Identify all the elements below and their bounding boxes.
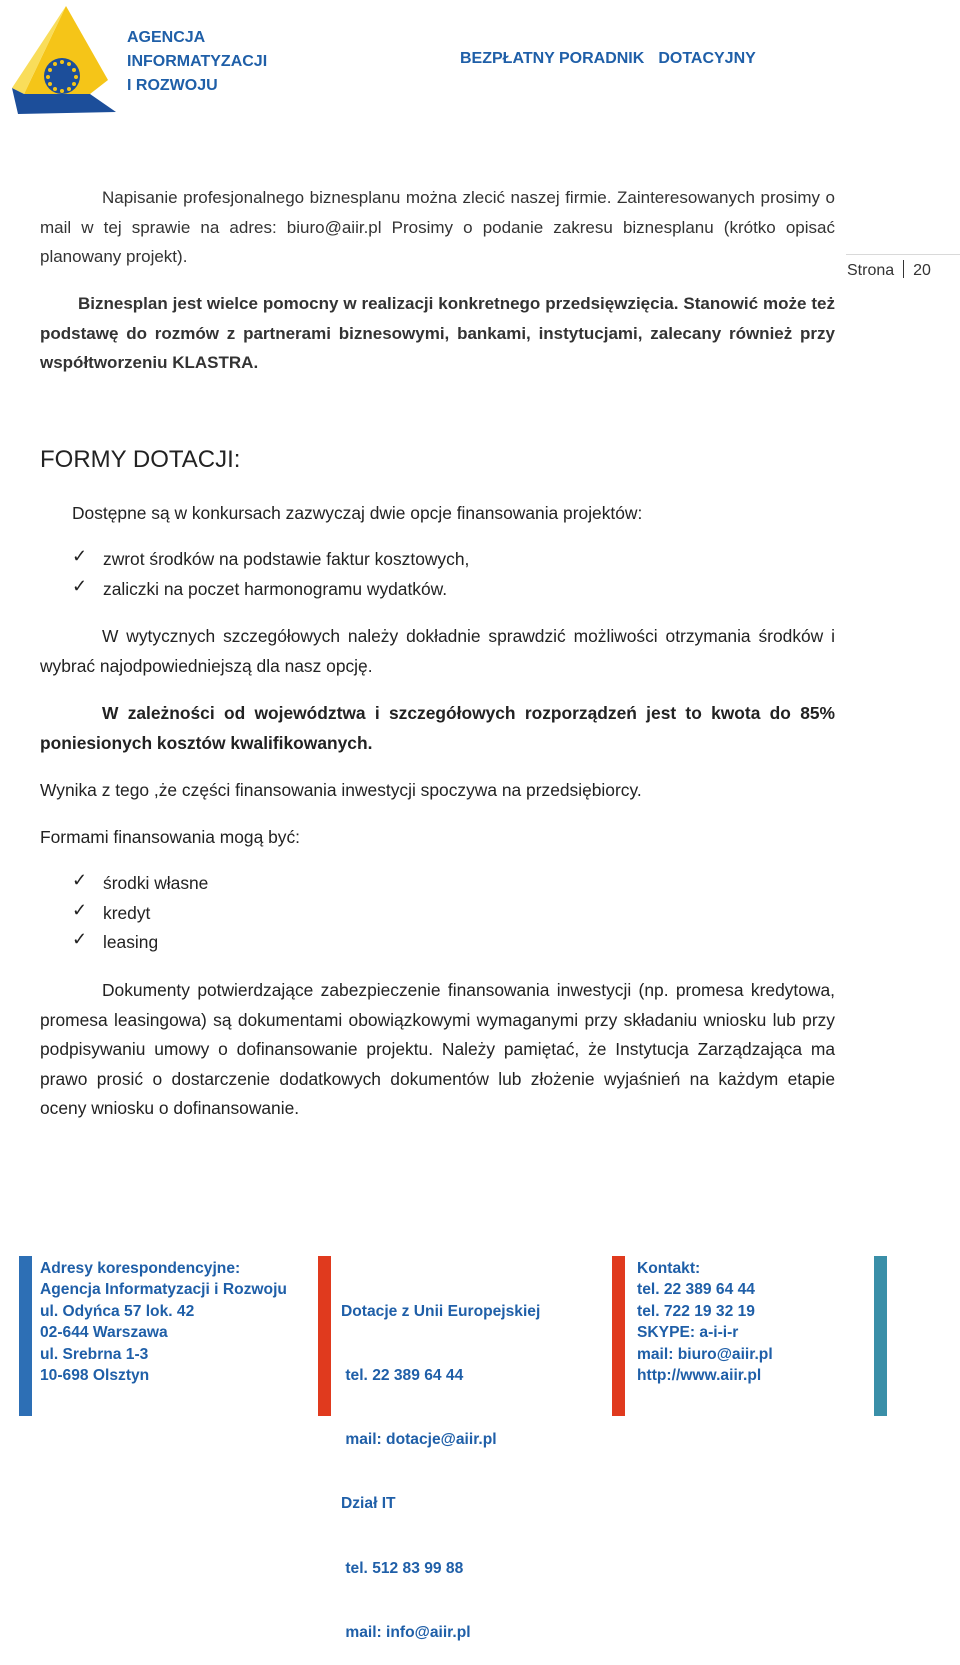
check-icon: ✓ [72, 546, 88, 566]
footer-bar-red [612, 1256, 625, 1416]
footer-bar-red [318, 1256, 331, 1416]
option-item: zaliczki na poczet harmonogramu wydatków. [103, 579, 448, 599]
page-label: Strona [847, 262, 895, 279]
section-title: FORMY DOTACJI: [40, 446, 241, 473]
footer-line: SKYPE: a-i-i-r [637, 1324, 739, 1342]
footer-line: mail: biuro@aiir.pl [637, 1345, 773, 1363]
guidelines-paragraph: W wytycznych szczegółowych należy dokładnie sprawdzić możliwości otrzymania środków i wybrać najodpowiedniejszą dla nasz opcję. [40, 626, 835, 676]
footer-line: mail: dotacje@aiir.pl [341, 1431, 497, 1449]
page-number: 20 [913, 262, 931, 279]
forms-intro: Formami finansowania mogą być: [40, 827, 301, 847]
agency-line-3: I ROZWOJU [127, 77, 218, 94]
consequence-paragraph: Wynika z tego ,że części finansowania inwestycji spoczywa na przedsiębiorcy. [40, 780, 642, 800]
option-item: zwrot środków na podstawie faktur kosztowych, [103, 549, 470, 569]
check-icon: ✓ [72, 929, 88, 949]
documents-paragraph: Dokumenty potwierdzające zabezpieczenie finansowania inwestycji (np. promesa kredytowa, promesa leasingowa) są dokumentami obowiązkowymi wymaganymi przy składaniu wniosku lub przy podpisywaniu umowy o dofinansowanie projektu. Należy pamiętać, że Instytucja Zarządzająca ma prawo prosić o dostarczenie dodatkowych dokumentów lub złożenie wyjaśnień na każdym etapie oceny wniosku o dofinansowanie. [40, 980, 835, 1118]
footer-line: Dotacje z Unii Europejskiej [341, 1302, 541, 1320]
footer-addresses [40, 1258, 287, 1386]
header-title-part1: BEZPŁATNY PORADNIK [460, 50, 645, 67]
agency-line-2: INFORMATYZACJI [127, 53, 268, 70]
footer-eu-grants [341, 1258, 540, 1665]
check-icon: ✓ [72, 900, 88, 920]
footer-line: 02-644 Warszawa [40, 1324, 168, 1342]
footer-line: mail: info@aiir.pl [341, 1623, 471, 1641]
business-plan-note: Biznesplan jest wielce pomocny w realizacji konkretnego przedsięwzięcia. Stanowić może też podstawę do rozmów z partnerami biznesowymi, bankami, instytucjami, zalecany również przy współtworzeniu KLASTRA. [40, 294, 835, 372]
agency-line-1: AGENCJA [127, 29, 206, 46]
footer-line: tel. 512 83 99 88 [341, 1559, 464, 1577]
page-marker [847, 260, 931, 280]
check-icon: ✓ [72, 870, 88, 890]
check-icon: ✓ [72, 576, 88, 596]
agency-name [127, 26, 267, 98]
form-item: środki własne [103, 873, 209, 893]
footer-line: Kontakt: [637, 1260, 701, 1277]
footer-line: 10-698 Olsztyn [40, 1367, 150, 1385]
funding-amount-paragraph: W zależności od województwa i szczegółowych rozporządzeń jest to kwota do 85% poniesionych kosztów kwalifikowanych. [40, 703, 835, 753]
footer-line: Dział IT [341, 1495, 396, 1513]
page-marker-separator [903, 260, 904, 278]
header-title [460, 50, 770, 68]
footer-line: ul. Srebrna 1-3 [40, 1345, 149, 1363]
footer-line: Adresy korespondencyjne: [40, 1260, 241, 1277]
agency-logo-icon [4, 2, 120, 118]
footer-line: ul. Odyńca 57 lok. 42 [40, 1302, 195, 1320]
footer-line: tel. 22 389 64 44 [341, 1367, 464, 1385]
intro-paragraph: Napisanie profesjonalnego biznesplanu można zlecić naszej firmie. Zainteresowanych prosimy o mail w tej sprawie na adres: biuro@aiir.pl Prosimy o podanie zakresu biznesplanu (krótko opisać planowany projekt). [40, 188, 835, 266]
footer-line: Agencja Informatyzacji i Rozwoju [40, 1281, 287, 1299]
available-options-intro: Dostępne są w konkursach zazwyczaj dwie opcje finansowania projektów: [72, 503, 643, 523]
footer-line: http://www.aiir.pl [637, 1367, 762, 1385]
form-item: leasing [103, 932, 159, 952]
footer-line: tel. 22 389 64 44 [637, 1281, 755, 1299]
footer-line: tel. 722 19 32 19 [637, 1302, 755, 1320]
header-title-part2: DOTACYJNY [658, 50, 756, 67]
footer-contact [637, 1258, 773, 1386]
footer-bar-blue [19, 1256, 32, 1416]
form-item: kredyt [103, 903, 151, 923]
footer-bar-teal [874, 1256, 887, 1416]
page-marker-divider [846, 254, 960, 255]
